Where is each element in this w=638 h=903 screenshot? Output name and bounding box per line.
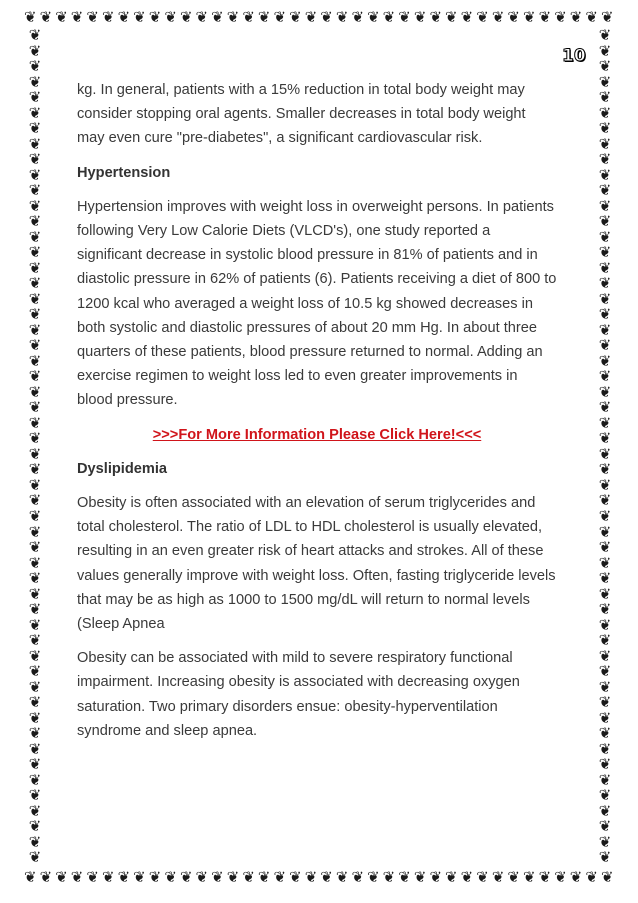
border-ornament-icon: ❦: [598, 41, 612, 60]
border-ornament-icon: ❦: [101, 867, 115, 886]
border-ornament-icon: ❦: [598, 429, 612, 448]
border-ornament-icon: ❦: [195, 7, 209, 26]
border-ornament-icon: ❦: [598, 181, 612, 200]
border-ornament-icon: ❦: [257, 867, 271, 886]
border-ornament-icon: ❦: [351, 867, 365, 886]
border-ornament-icon: ❦: [28, 258, 42, 277]
border-ornament-icon: ❦: [598, 444, 612, 463]
border-ornament-icon: ❦: [226, 867, 240, 886]
border-ornament-icon: ❦: [211, 867, 224, 886]
border-ornament-icon: ❦: [538, 867, 552, 886]
border-ornament-icon: ❦: [491, 7, 505, 26]
heading-hypertension: Hypertension: [77, 164, 171, 181]
border-ornament-icon: ❦: [117, 867, 131, 886]
border-ornament-icon: ❦: [598, 801, 612, 820]
border-ornament-icon: ❦: [28, 196, 42, 215]
border-ornament-icon: ❦: [164, 867, 177, 886]
border-ornament-icon: ❦: [28, 289, 42, 308]
border-ornament-icon: ❦: [242, 7, 255, 26]
border-ornament-icon: ❦: [598, 600, 612, 619]
border-ornament-icon: ❦: [304, 7, 318, 26]
border-ornament-icon: ❦: [507, 7, 520, 26]
border-ornament-icon: ❦: [413, 7, 427, 26]
border-ornament-icon: ❦: [598, 382, 612, 401]
border-ornament-icon: ❦: [28, 460, 42, 479]
border-ornament-icon: ❦: [413, 867, 427, 886]
heading-dyslipidemia: Dyslipidemia: [77, 460, 168, 477]
border-ornament-icon: ❦: [28, 491, 42, 510]
border-ornament-icon: ❦: [598, 538, 612, 557]
border-ornament-icon: ❦: [28, 305, 42, 324]
border-ornament-icon: ❦: [585, 867, 598, 886]
border-ornament-icon: ❦: [164, 7, 177, 26]
border-ornament-icon: ❦: [460, 867, 474, 886]
border-ornament-icon: ❦: [598, 631, 612, 650]
border-ornament-icon: ❦: [600, 7, 614, 26]
border-ornament-icon: ❦: [55, 867, 68, 886]
border-ornament-icon: ❦: [28, 243, 42, 262]
border-ornament-icon: ❦: [86, 7, 99, 26]
border-ornament-icon: ❦: [429, 7, 443, 26]
border-ornament-icon: ❦: [273, 867, 287, 886]
border-ornament-icon: ❦: [257, 7, 271, 26]
border-ornament-icon: ❦: [179, 7, 193, 26]
border-ornament-icon: ❦: [598, 491, 612, 510]
border-ornament-icon: ❦: [398, 7, 411, 26]
border-ornament-icon: ❦: [569, 7, 583, 26]
border-ornament-icon: ❦: [24, 867, 37, 886]
border-ornament-icon: ❦: [598, 398, 612, 417]
border-ornament-icon: ❦: [28, 631, 42, 650]
border-ornament-icon: ❦: [28, 724, 42, 743]
more-info-link[interactable]: >>>For More Information Please Click Here!<<<: [152, 426, 482, 443]
border-ornament-icon: ❦: [28, 41, 42, 60]
border-ornament-icon: ❦: [39, 867, 53, 886]
border-ornament-icon: ❦: [554, 7, 567, 26]
border-ornament-icon: ❦: [28, 600, 42, 619]
page-border-right: [594, 28, 616, 866]
border-ornament-icon: ❦: [101, 7, 115, 26]
border-ornament-icon: ❦: [28, 848, 42, 866]
border-ornament-icon: ❦: [538, 7, 552, 26]
border-ornament-icon: ❦: [289, 867, 302, 886]
border-ornament-icon: ❦: [476, 867, 489, 886]
border-ornament-icon: ❦: [28, 770, 42, 789]
border-ornament-icon: ❦: [598, 755, 612, 774]
border-ornament-icon: ❦: [598, 227, 612, 246]
border-ornament-icon: ❦: [117, 7, 131, 26]
page-number: 10: [562, 46, 586, 66]
border-ornament-icon: ❦: [598, 165, 612, 184]
border-ornament-icon: ❦: [598, 832, 612, 851]
border-ornament-icon: ❦: [598, 739, 612, 758]
border-ornament-icon: ❦: [554, 867, 567, 886]
page-border-left: [24, 28, 46, 866]
border-ornament-icon: ❦: [273, 7, 287, 26]
border-ornament-icon: ❦: [24, 7, 37, 26]
border-ornament-icon: ❦: [569, 867, 583, 886]
border-ornament-icon: ❦: [598, 103, 612, 122]
border-ornament-icon: ❦: [195, 867, 209, 886]
border-ornament-icon: ❦: [28, 150, 42, 169]
border-ornament-icon: ❦: [320, 7, 333, 26]
border-ornament-icon: ❦: [598, 243, 612, 262]
border-ornament-icon: ❦: [86, 867, 99, 886]
border-ornament-icon: ❦: [598, 258, 612, 277]
border-ornament-icon: ❦: [598, 506, 612, 525]
paragraph-sleep-apnea: Obesity can be associated with mild to severe respiratory functional impairment. Increasing obesity is associated with decreasing oxygen saturation. Two primary disorders ensue: obesity-hyperventilation syndrome and sleep apnea.: [77, 650, 520, 739]
border-ornament-icon: ❦: [598, 553, 612, 572]
border-ornament-icon: ❦: [28, 506, 42, 525]
page-border-top: [24, 6, 614, 28]
border-ornament-icon: ❦: [598, 57, 612, 76]
border-ornament-icon: ❦: [598, 134, 612, 153]
border-ornament-icon: ❦: [28, 429, 42, 448]
border-ornament-icon: ❦: [598, 274, 612, 293]
border-ornament-icon: ❦: [598, 351, 612, 370]
border-ornament-icon: ❦: [598, 615, 612, 634]
border-ornament-icon: ❦: [598, 677, 612, 696]
border-ornament-icon: ❦: [28, 708, 42, 727]
border-ornament-icon: ❦: [133, 7, 146, 26]
border-ornament-icon: ❦: [28, 553, 42, 572]
page-border-bottom: [24, 866, 614, 888]
border-ornament-icon: ❦: [382, 7, 396, 26]
border-ornament-icon: ❦: [55, 7, 68, 26]
border-ornament-icon: ❦: [600, 867, 614, 886]
border-ornament-icon: ❦: [598, 413, 612, 432]
border-ornament-icon: ❦: [28, 832, 42, 851]
border-ornament-icon: ❦: [148, 7, 162, 26]
border-ornament-icon: ❦: [28, 615, 42, 634]
border-ornament-icon: ❦: [28, 475, 42, 494]
border-ornament-icon: ❦: [598, 289, 612, 308]
border-ornament-icon: ❦: [28, 320, 42, 339]
border-ornament-icon: ❦: [598, 817, 612, 836]
border-ornament-icon: ❦: [507, 867, 520, 886]
border-ornament-icon: ❦: [28, 165, 42, 184]
border-ornament-icon: ❦: [28, 677, 42, 696]
border-ornament-icon: ❦: [585, 7, 598, 26]
border-ornament-icon: ❦: [28, 584, 42, 603]
border-ornament-icon: ❦: [598, 848, 612, 866]
border-ornament-icon: ❦: [598, 212, 612, 231]
border-ornament-icon: ❦: [133, 867, 146, 886]
border-ornament-icon: ❦: [70, 867, 84, 886]
border-ornament-icon: ❦: [28, 88, 42, 107]
border-ornament-icon: ❦: [598, 72, 612, 91]
border-ornament-icon: ❦: [598, 693, 612, 712]
border-ornament-icon: ❦: [28, 755, 42, 774]
border-ornament-icon: ❦: [28, 522, 42, 541]
border-ornament-icon: ❦: [226, 7, 240, 26]
border-ornament-icon: ❦: [335, 7, 349, 26]
border-ornament-icon: ❦: [28, 786, 42, 805]
border-ornament-icon: ❦: [28, 739, 42, 758]
border-ornament-icon: ❦: [598, 196, 612, 215]
border-ornament-icon: ❦: [289, 7, 302, 26]
border-ornament-icon: ❦: [598, 150, 612, 169]
border-ornament-icon: ❦: [28, 398, 42, 417]
border-ornament-icon: ❦: [28, 538, 42, 557]
border-ornament-icon: ❦: [445, 7, 458, 26]
border-ornament-icon: ❦: [598, 305, 612, 324]
border-ornament-icon: ❦: [28, 569, 42, 588]
border-ornament-icon: ❦: [598, 584, 612, 603]
border-ornament-icon: ❦: [28, 444, 42, 463]
border-ornament-icon: ❦: [28, 382, 42, 401]
border-ornament-icon: ❦: [598, 28, 612, 44]
page-content: [77, 78, 557, 753]
border-ornament-icon: ❦: [28, 103, 42, 122]
border-ornament-icon: ❦: [28, 351, 42, 370]
border-ornament-icon: ❦: [39, 7, 53, 26]
border-ornament-icon: ❦: [242, 867, 255, 886]
border-ornament-icon: ❦: [598, 569, 612, 588]
border-ornament-icon: ❦: [460, 7, 474, 26]
border-ornament-icon: ❦: [598, 367, 612, 386]
border-ornament-icon: ❦: [382, 867, 396, 886]
border-ornament-icon: ❦: [598, 336, 612, 355]
border-ornament-icon: ❦: [398, 867, 411, 886]
border-ornament-icon: ❦: [598, 119, 612, 138]
border-ornament-icon: ❦: [335, 867, 349, 886]
paragraph-intro: kg. In general, patients with a 15% reduction in total body weight may consider stopping oral agents. Smaller decreases in total body weight may even cure "pre-diabetes", a significant cardiovascular risk.: [77, 82, 526, 147]
border-ornament-icon: ❦: [70, 7, 84, 26]
border-ornament-icon: ❦: [28, 72, 42, 91]
border-ornament-icon: ❦: [598, 646, 612, 665]
border-ornament-icon: ❦: [598, 522, 612, 541]
paragraph-hypertension: Hypertension improves with weight loss in overweight persons. In patients following Very Low Calorie Diets (VLCD's), one study reported a significant decrease in systolic blood pressure in 81% of patients and in diastolic pressure in 62% of patients (6). Patients receiving a diet of 800 to 1200 kcal who averaged a weight loss of 10.5 kg showed decreases in both systolic and diastolic pressures of about 20 mm Hg. In about three quarters of these patients, blood pressure returned to normal. Adding an exercise regimen to weight loss led to even greater improvements in blood pressure.: [77, 198, 557, 409]
border-ornament-icon: ❦: [367, 7, 380, 26]
border-ornament-icon: ❦: [28, 662, 42, 681]
border-ornament-icon: ❦: [148, 867, 162, 886]
border-ornament-icon: ❦: [28, 801, 42, 820]
paragraph-dyslipidemia: Obesity is often associated with an elevation of serum triglycerides and total cholesterol. The ratio of LDL to HDL cholesterol is usually elevated, resulting in an even greater risk of heart attacks and strokes. All of these values generally improve with weight loss. Often, fasting triglyceride levels that may be as high as 1000 to 1500 mg/dL will return to normal levels (Sleep Apnea: [77, 495, 556, 633]
border-ornament-icon: ❦: [28, 367, 42, 386]
border-ornament-icon: ❦: [445, 867, 458, 886]
border-ornament-icon: ❦: [598, 724, 612, 743]
border-ornament-icon: ❦: [28, 134, 42, 153]
border-ornament-icon: ❦: [211, 7, 224, 26]
border-ornament-icon: ❦: [28, 227, 42, 246]
border-ornament-icon: ❦: [179, 867, 193, 886]
border-ornament-icon: ❦: [598, 708, 612, 727]
border-ornament-icon: ❦: [28, 212, 42, 231]
border-ornament-icon: ❦: [429, 867, 443, 886]
border-ornament-icon: ❦: [598, 475, 612, 494]
border-ornament-icon: ❦: [598, 770, 612, 789]
border-ornament-icon: ❦: [28, 274, 42, 293]
border-ornament-icon: ❦: [351, 7, 365, 26]
border-ornament-icon: ❦: [28, 413, 42, 432]
border-ornament-icon: ❦: [304, 867, 318, 886]
border-ornament-icon: ❦: [491, 867, 505, 886]
border-ornament-icon: ❦: [28, 57, 42, 76]
border-ornament-icon: ❦: [598, 88, 612, 107]
border-ornament-icon: ❦: [28, 646, 42, 665]
border-ornament-icon: ❦: [523, 7, 536, 26]
border-ornament-icon: ❦: [523, 867, 536, 886]
border-ornament-icon: ❦: [28, 336, 42, 355]
border-ornament-icon: ❦: [367, 867, 380, 886]
border-ornament-icon: ❦: [598, 460, 612, 479]
border-ornament-icon: ❦: [476, 7, 489, 26]
border-ornament-icon: ❦: [28, 119, 42, 138]
border-ornament-icon: ❦: [28, 693, 42, 712]
border-ornament-icon: ❦: [28, 28, 42, 44]
border-ornament-icon: ❦: [598, 786, 612, 805]
border-ornament-icon: ❦: [28, 817, 42, 836]
more-info-link-container: [77, 423, 557, 447]
border-ornament-icon: ❦: [320, 867, 333, 886]
border-ornament-icon: ❦: [598, 320, 612, 339]
border-ornament-icon: ❦: [28, 181, 42, 200]
border-ornament-icon: ❦: [598, 662, 612, 681]
